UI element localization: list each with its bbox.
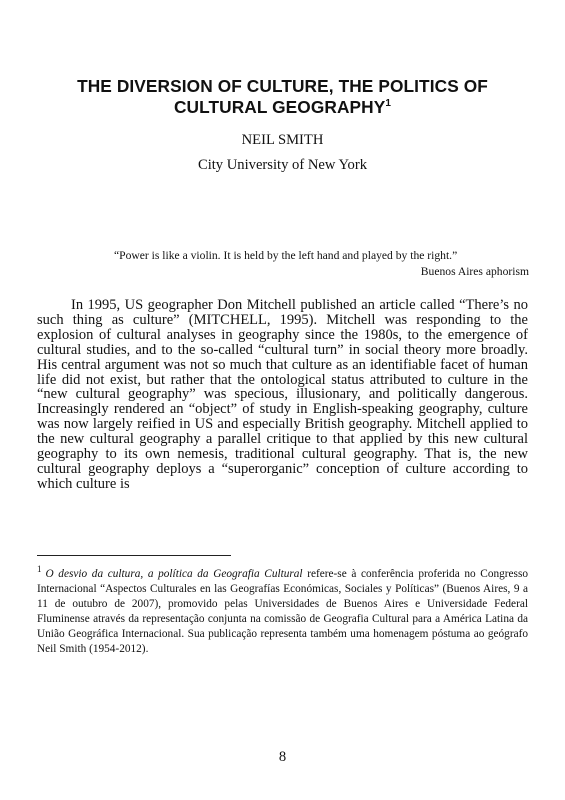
epigraph-source: Buenos Aires aphorism: [420, 265, 529, 278]
epigraph: [114, 248, 529, 280]
epigraph-quote: “Power is like a violin. It is held by the left hand and played by the right.”: [114, 249, 458, 262]
title-footnote-marker[interactable]: 1: [385, 98, 392, 110]
footnote-italic-title: O desvio da cultura, a política da Geografia Cultural: [45, 568, 303, 580]
footnote-divider: [37, 555, 231, 556]
author-affiliation: City University of New York: [197, 157, 368, 173]
article-title-text: THE DIVERSION OF CULTURE, THE POLITICS OF CULTURAL GEOGRAPHY: [77, 76, 488, 117]
footnote-text: refere-se à conferência proferida no Congresso Internacional “Aspectos Culturales en las Geografías Económicas, Sociales y Políticas” (Buenos Aires, 9 a 11 de outubro de 2007), promovido pelas Universidades de Buenos Aires e Universidade Federal Fluminense através da representação conjunta na comissão de Geografia Cultural para a América Latina da União Geográfica Internacional. Sua publicação representa também uma homenagem póstuma ao geógrafo Neil Smith (1954-2012).: [37, 568, 528, 655]
footnote-number: 1: [37, 564, 42, 575]
article-title: [40, 76, 525, 118]
body-paragraph: In 1995, US geographer Don Mitchell published an article called “There’s no such thing as culture” (MITCHELL, 1995). Mitchell was responding to the explosion of cultural analyses in geography since the 1980s, to the emergence of cultural studies, and to the so-called “cultural turn” in social theory more broadly. His central argument was not so much that culture as an identifiable facet of human life did not exist, but rather that the ontological status attributed to culture in the “new cultural geography” was specious, illusionary, and politically dangerous. Increasingly rendered an “object” of study in English-speaking geography, culture was now largely reified in US and especially British geography. Mitchell applied to the new cultural geography a parallel critique to that applied by this new cultural geography to its own nemesis, traditional cultural geography. That is, the new cultural geography deploys a “superorganic” conception of culture according to which culture is: [37, 297, 528, 492]
footnote: [37, 564, 528, 657]
page-number: 8: [278, 749, 287, 765]
author-name: NEIL SMITH: [241, 132, 324, 148]
